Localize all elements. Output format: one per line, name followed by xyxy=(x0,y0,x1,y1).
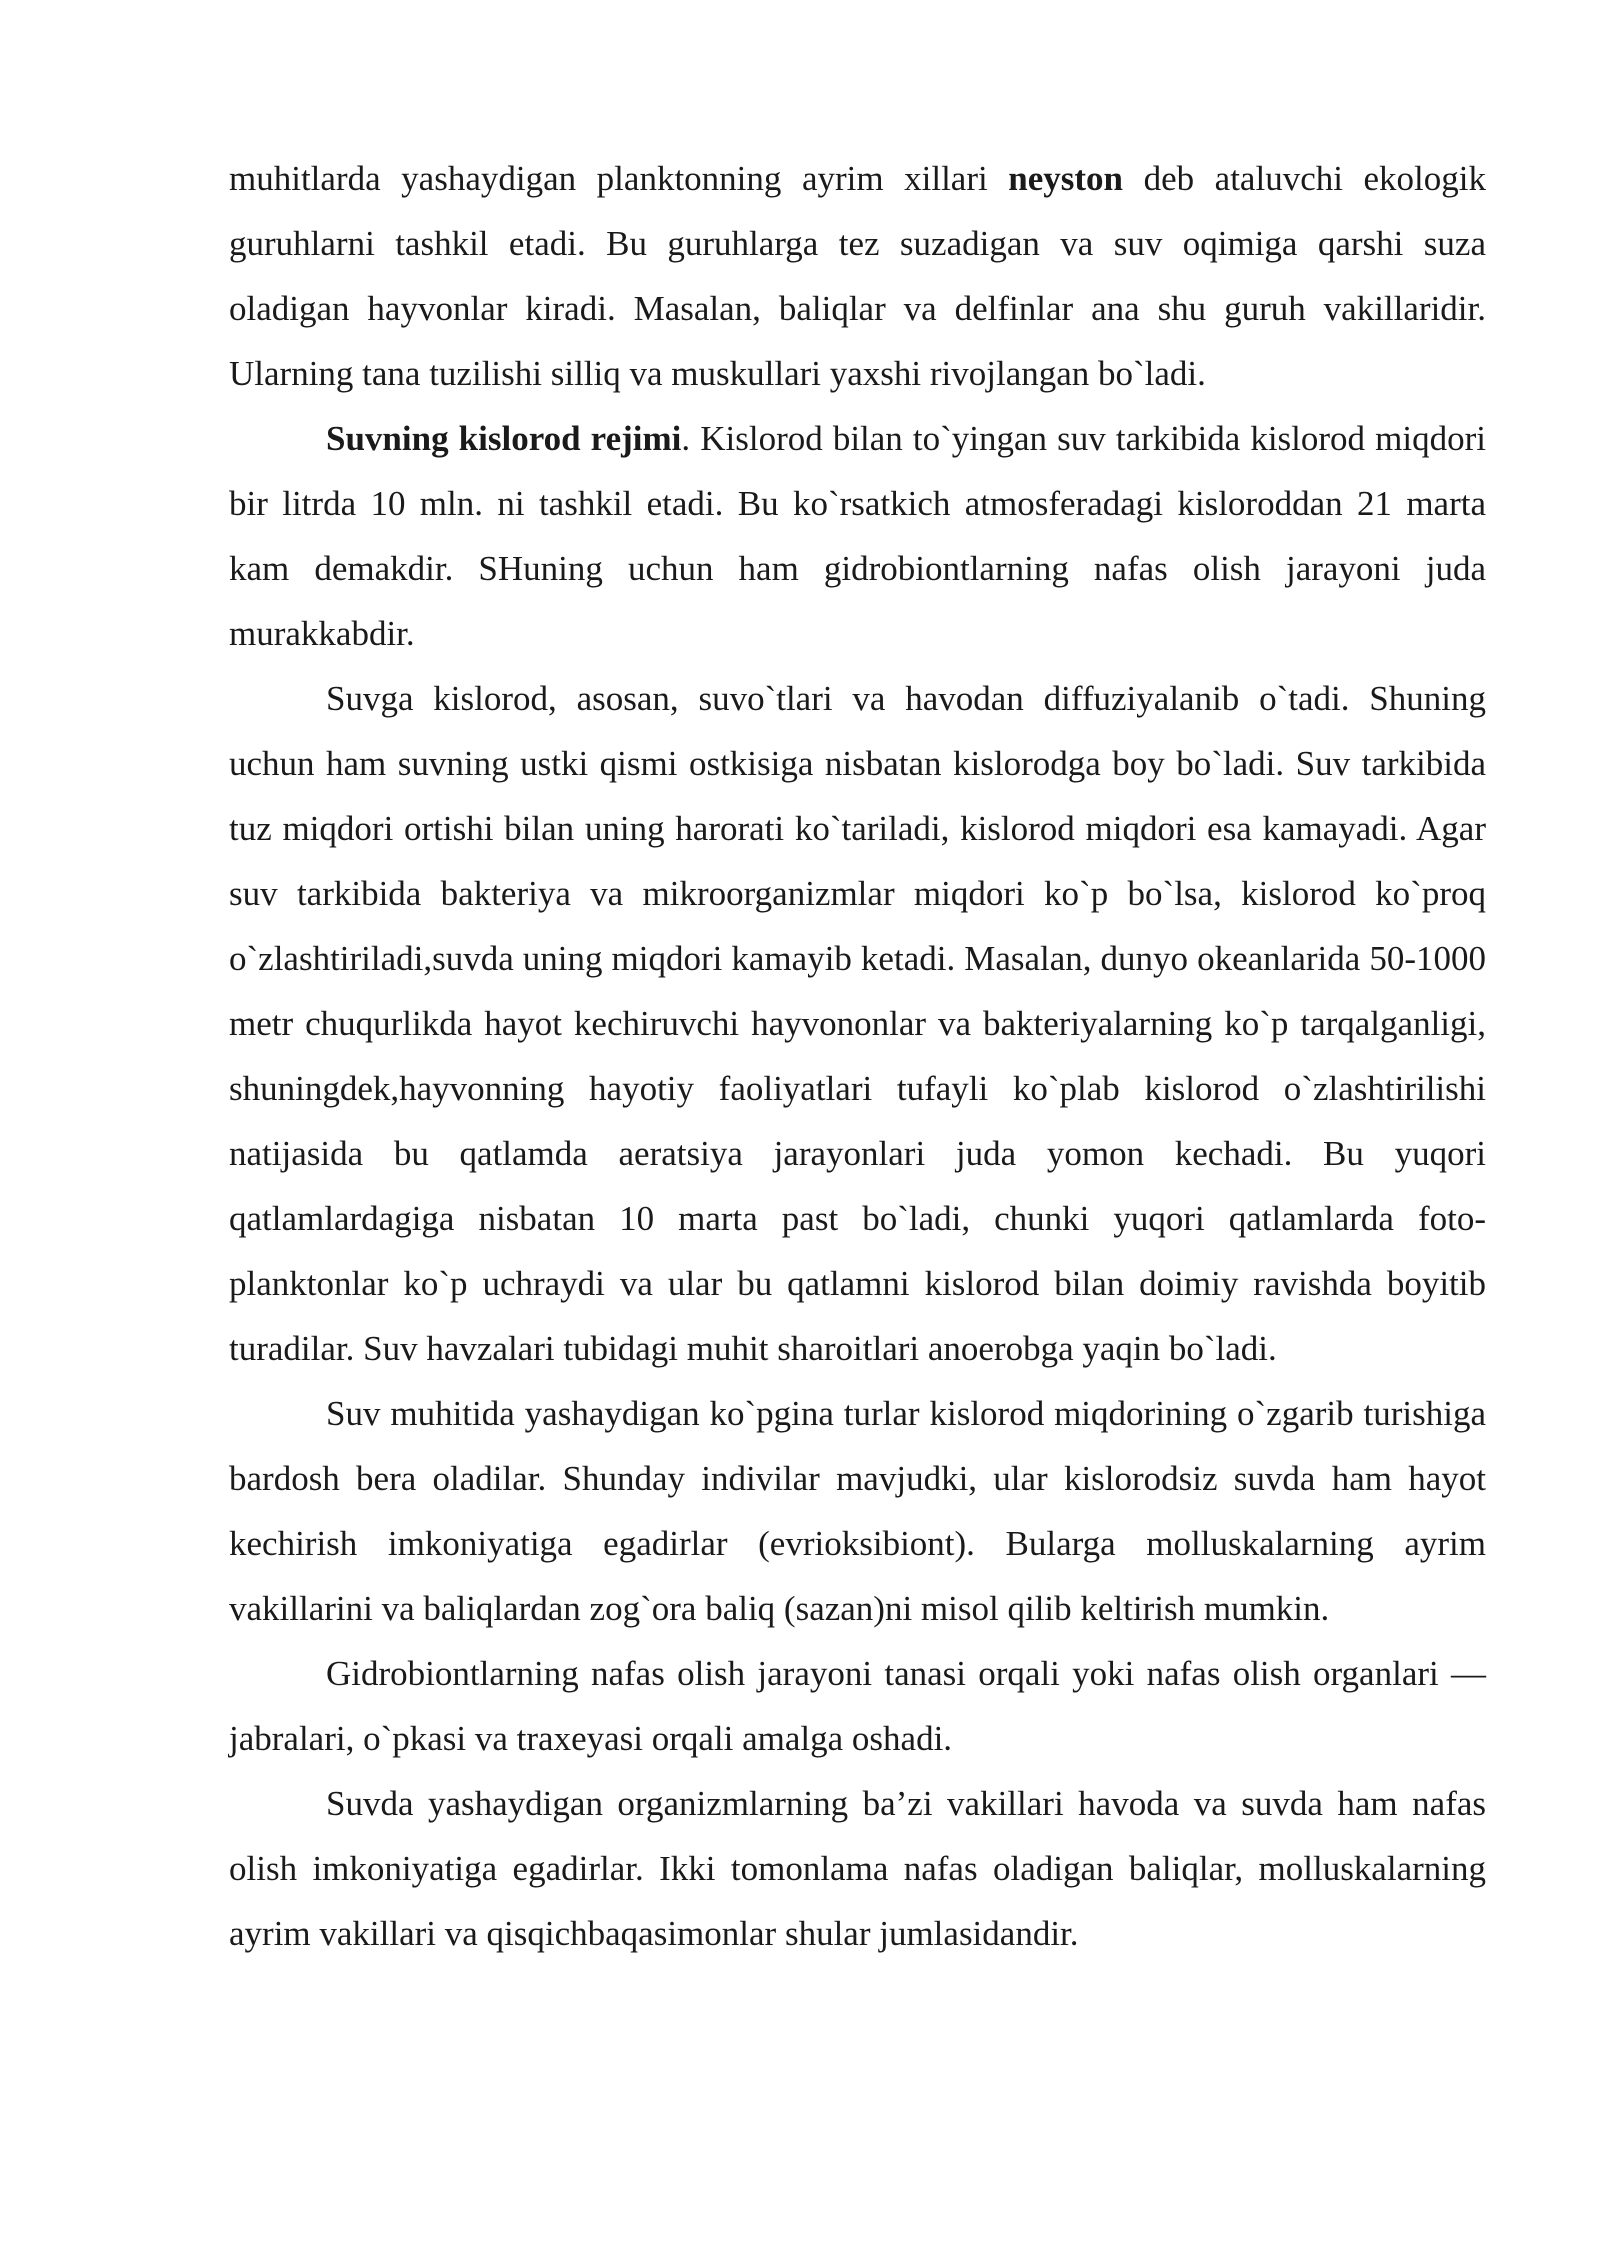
paragraph-3 xyxy=(229,666,1486,1381)
paragraph-1 xyxy=(229,146,1486,406)
paragraph-2 xyxy=(229,406,1486,666)
paragraph-4 xyxy=(229,1381,1486,1641)
paragraph-text: deb ataluvchi ekologik guruhlarni tashkil etadi. Bu guruhlarga tez suzadigan va suv oqimiga qarshi suza oladigan hayvonlar kiradi. Masalan, baliqlar va delfinlar ana shu guruh vakillaridir. Ularning tana tuzilishi silliq va muskullari yaxshi rivojlangan bo`ladi. xyxy=(229,159,1486,393)
heading-suvning-kislorod-rejimi: Suvning kislorod rejimi xyxy=(326,419,682,458)
term-neyston: neyston xyxy=(1008,159,1124,198)
paragraph-text: Suv muhitida yashaydigan ko`pgina turlar kislorod miqdorining o`zgarib turishiga bardosh bera oladilar. Shunday indivilar mavjudki, ular kislorodsiz suvda ham hayot kechirish imkoniyatiga egadirlar (evrioksibiont). Bularga molluskalarning ayrim vakillarini va baliqlardan zog`ora baliq (sazan)ni misol qilib keltirish mumkin. xyxy=(229,1394,1486,1628)
paragraph-text: Suvda yashaydigan organizmlarning ba’zi vakillari havoda va suvda ham nafas olish imkoniyatiga egadirlar. Ikki tomonlama nafas oladigan baliqlar, molluskalarning ayrim vakillari va qisqichbaqasimonlar shular jumlasidandir. xyxy=(229,1784,1486,1953)
paragraph-text: . Kislorod bilan to`yingan suv tarkibida kislorod miqdori bir litrda 10 mln. ni tashkil etadi. Bu ko`rsatkich atmosferadagi kisloroddan 21 marta kam demakdir. SHuning uchun ham gidrobiontlarning nafas olish jarayoni juda murakkabdir. xyxy=(229,419,1486,653)
paragraph-6 xyxy=(229,1771,1486,1966)
paragraph-text: Gidrobiontlarning nafas olish jarayoni tanasi orqali yoki nafas olish organlari — jabralari, o`pkasi va traxeyasi orqali amalga oshadi. xyxy=(229,1654,1486,1758)
document-page xyxy=(229,146,1486,1966)
paragraph-text: muhitlarda yashaydigan planktonning ayrim xillari xyxy=(229,159,1009,198)
paragraph-5 xyxy=(229,1641,1486,1771)
paragraph-text: Suvga kislorod, asosan, suvo`tlari va havodan diffuziyalanib o`tadi. Shuning uchun ham suvning ustki qismi ostkisiga nisbatan kislorodga boy bo`ladi. Suv tarkibida tuz miqdori ortishi bilan uning harorati ko`tariladi, kislorod miqdori esa kamayadi. Agar suv tarkibida bakteriya va mikroorganizmlar miqdori ko`p bo`lsa, kislorod ko`proq o`zlashtiriladi,suvda uning miqdori kamayib ketadi. Masalan, dunyo okeanlarida 50-1000 metr chuqurlikda hayot kechiruvchi hayvononlar va bakteriyalarning ko`p tarqalganligi, shuningdek,hayvonning hayotiy faoliyatlari tufayli ko`plab kislorod o`zlashtirilishi natijasida bu qatlamda aeratsiya jarayonlari juda yomon kechadi. Bu yuqori qatlamlardagiga nisbatan 10 marta past bo`ladi, chunki yuqori qatlamlarda foto-planktonlar ko`p uchraydi va ular bu qatlamni kislorod bilan doimiy ravishda boyitib turadilar. Suv havzalari tubidagi muhit sharoitlari anoerobga yaqin bo`ladi. xyxy=(229,679,1486,1368)
